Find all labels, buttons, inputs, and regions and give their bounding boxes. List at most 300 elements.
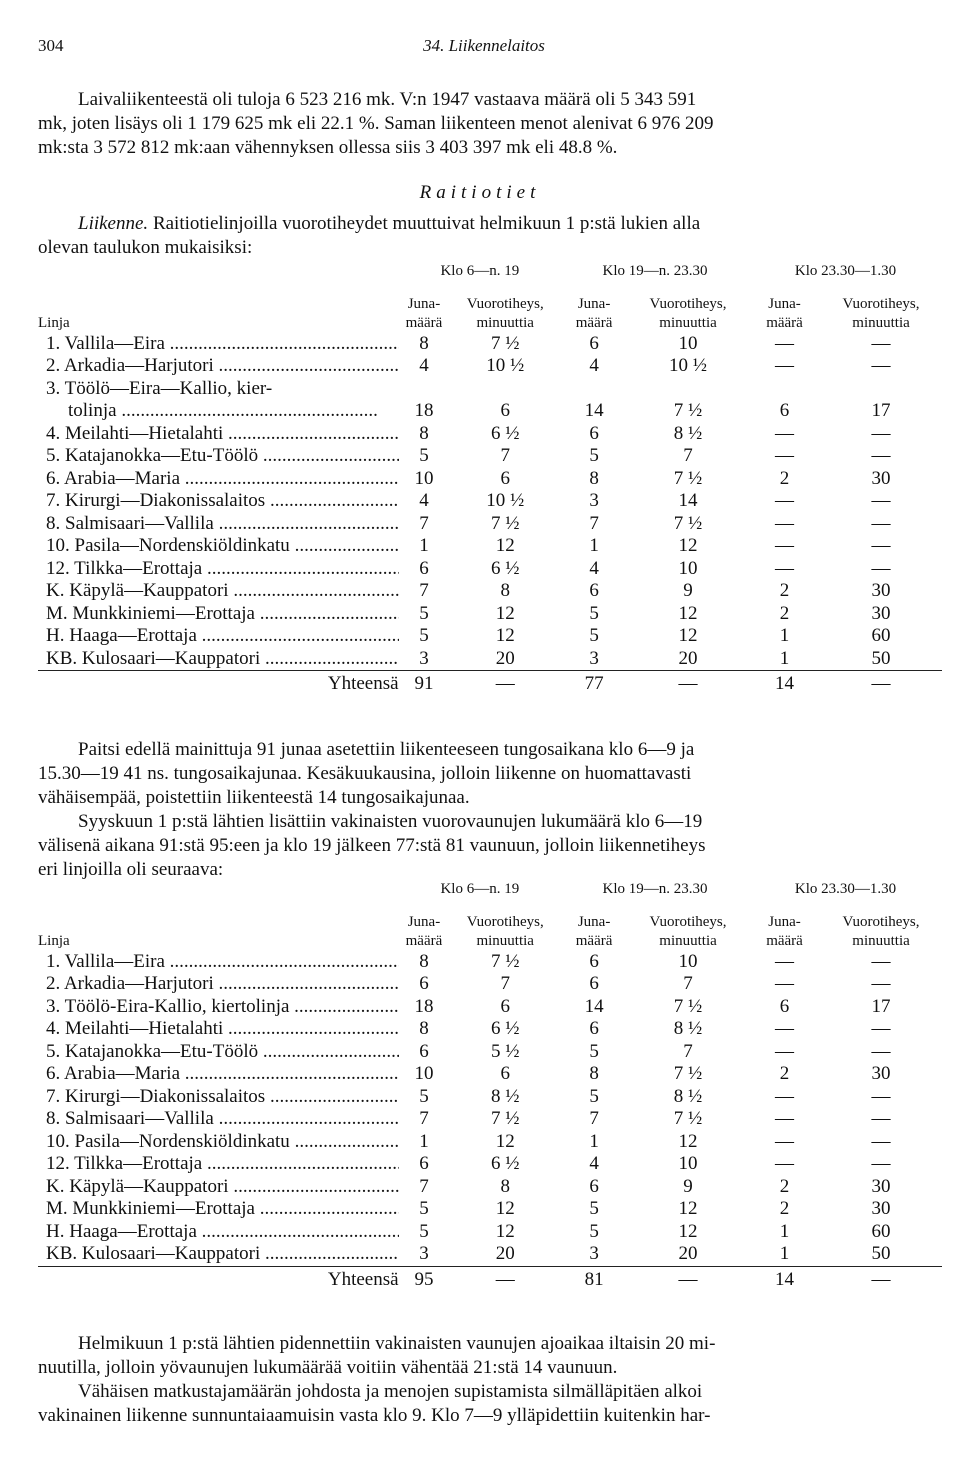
value-cell: 7 ½: [490, 332, 520, 354]
value-cell: 7 ½: [490, 950, 520, 972]
value-cell: 6: [589, 332, 599, 354]
value-cell: 8 ½: [673, 422, 703, 444]
value-cell: 5: [589, 1040, 599, 1062]
value-cell: 17: [871, 995, 891, 1017]
value-cell: 6: [589, 1018, 599, 1039]
route-name: [38, 1221, 399, 1244]
value-cell: 20: [678, 647, 698, 669]
value-cell: —: [871, 950, 891, 972]
value-cell: 6: [779, 400, 790, 421]
total-value: —: [449, 671, 561, 698]
route-label: KB. Kulosaari—Kauppatori .....: [46, 648, 399, 669]
total-value: —: [820, 671, 942, 698]
value-cell: 7: [589, 512, 599, 534]
route-label: KB. Kulosaari—Kauppatori .....: [46, 1243, 399, 1264]
text-line: vähäisempää, poistettiin liikenteestä 14 tungosaikajunaa.: [38, 787, 470, 808]
table-row: [38, 1153, 942, 1176]
table-row: [38, 468, 942, 491]
value-cell: 6: [500, 400, 510, 421]
text-line: Syyskuun 1 p:stä lähtien lisättiin vakinaisten vuorovaunujen lukumäärä klo 6—19: [78, 811, 703, 832]
value-cell: 20: [495, 1243, 515, 1264]
value-cell: 12: [495, 625, 515, 646]
route-name: [38, 355, 399, 378]
value-cell: 10 ½: [669, 355, 708, 376]
value-cell: —: [871, 1108, 891, 1129]
value-cell: 2: [779, 602, 790, 624]
value-cell: —: [775, 1085, 795, 1107]
route-label: 10. Pasila—Nordenskiöldinkatu .....: [46, 1131, 399, 1152]
text-line: vakinainen liikenne sunnuntaiaamuisin vasta klo 9. Klo 7—9 ylläpidettiin kuitenkin har-: [38, 1405, 711, 1426]
value-cell: 9: [683, 1175, 693, 1197]
minuuttia-header: minuuttia: [476, 314, 534, 331]
juna-header: Juna-: [768, 913, 801, 930]
value-cell: 20: [495, 647, 515, 669]
period-header: Klo 6—n. 19: [440, 263, 520, 279]
text-line: Vähäisen matkustajamäärän johdosta ja menojen supistamista silmälläpitäen alkoi: [78, 1381, 703, 1402]
value-cell: 18: [414, 400, 434, 421]
value-cell: 5: [419, 1085, 429, 1107]
value-cell: —: [871, 1153, 891, 1174]
value-cell: 14: [584, 995, 604, 1017]
value-cell: 6 ½: [490, 1018, 520, 1039]
minuuttia-header: minuuttia: [659, 314, 717, 331]
total-value: —: [627, 1266, 749, 1293]
total-value: 95: [399, 1266, 450, 1293]
value-cell: 30: [871, 1175, 891, 1197]
table-row: [38, 400, 942, 423]
juna-header: Juna-: [407, 913, 441, 930]
table-row: [38, 333, 942, 356]
vuorotiheys-header: Vuorotiheys,: [842, 913, 920, 930]
blank-cell: [38, 878, 399, 901]
table-row: [38, 1243, 942, 1266]
value-cell: [399, 378, 450, 401]
value-cell: 12: [678, 625, 698, 646]
value-cell: 14: [584, 400, 604, 421]
value-cell: 30: [871, 1198, 891, 1219]
bottom-paragraph: [38, 1332, 940, 1428]
text-line: [38, 212, 940, 236]
vuorotiheys-header: Vuorotiheys,: [649, 295, 727, 312]
route-name: [38, 445, 399, 468]
text-line: eri linjoilla oli seuraava:: [38, 859, 224, 880]
value-cell: 12: [495, 1198, 515, 1219]
route-name: [38, 625, 399, 648]
value-cell: 7 ½: [673, 400, 703, 421]
value-cell: 8 ½: [673, 1018, 703, 1039]
table-row: [38, 625, 942, 648]
value-cell: —: [775, 557, 795, 579]
maara-header: määrä: [405, 314, 443, 331]
running-title: 34. Liikennelaitos: [423, 36, 545, 55]
blank-cell: [38, 295, 399, 314]
vuorotiheys-header: Vuorotiheys,: [466, 913, 544, 930]
value-cell: —: [871, 355, 891, 376]
value-cell: 8: [419, 422, 429, 444]
route-name: [38, 1198, 399, 1221]
value-cell: 10 ½: [486, 490, 525, 511]
value-cell: 10: [678, 332, 698, 354]
route-name: [38, 1243, 399, 1266]
maara-header: määrä: [766, 314, 803, 331]
value-cell: —: [871, 332, 891, 354]
value-cell: —: [775, 1153, 795, 1174]
juna-header: Juna-: [577, 295, 611, 312]
value-cell: —: [871, 445, 891, 466]
value-cell: 8: [419, 1018, 429, 1039]
blank-cell: [38, 901, 942, 913]
value-cell: 12: [678, 535, 698, 556]
value-cell: 5: [589, 625, 599, 646]
route-name: [38, 378, 399, 401]
value-cell: 5: [419, 445, 429, 466]
table-row: [38, 535, 942, 558]
section-title: Raitiotiet: [419, 182, 541, 203]
value-cell: [820, 378, 942, 401]
value-cell: 60: [871, 625, 891, 646]
value-cell: —: [871, 490, 891, 511]
route-name: [38, 973, 399, 996]
route-name: [38, 558, 399, 581]
route-label: 12. Tilkka—Erottaja .....: [46, 558, 399, 579]
route-label: 1. Vallila—Eira .....: [46, 951, 399, 972]
value-cell: 2: [779, 1198, 790, 1219]
route-name: [38, 490, 399, 513]
value-cell: —: [775, 332, 795, 354]
data-table: [38, 260, 942, 697]
value-cell: 3: [589, 1243, 599, 1264]
value-cell: 50: [871, 1243, 891, 1264]
value-cell: 7: [683, 973, 693, 994]
table-row: [38, 1041, 942, 1064]
route-label: 4. Meilahti—Hietalahti .....: [46, 1018, 399, 1039]
text-line: 15.30—19 41 ns. tungosaikajunaa. Kesäkuukausina, jolloin liikenne on huomattavasti: [38, 763, 692, 784]
route-label: tolinja .....: [68, 400, 378, 421]
column-header-row: [38, 314, 942, 333]
value-cell: 8: [500, 580, 510, 601]
value-cell: 18: [414, 995, 434, 1017]
value-cell: 5 ½: [490, 1040, 520, 1062]
value-cell: 3: [419, 1243, 429, 1264]
total-value: 14: [749, 671, 820, 698]
blank-cell: [38, 260, 399, 283]
value-cell: 6: [500, 995, 510, 1017]
route-label: 2. Arkadia—Harjutori .....: [46, 973, 399, 994]
value-cell: 3: [589, 490, 599, 511]
maara-header: määrä: [766, 932, 803, 949]
total-value: —: [449, 1266, 561, 1293]
total-value: —: [820, 1266, 942, 1293]
value-cell: 2: [779, 1063, 790, 1084]
value-cell: [749, 378, 820, 401]
value-cell: 5: [419, 625, 429, 646]
value-cell: 1: [779, 647, 790, 669]
juna-header: Juna-: [768, 295, 801, 312]
route-label: 4. Meilahti—Hietalahti .....: [46, 423, 399, 444]
spacer-row: [38, 901, 942, 913]
value-cell: —: [775, 512, 795, 534]
route-name: [38, 580, 399, 603]
value-cell: 20: [678, 1243, 698, 1264]
total-value: 77: [561, 671, 627, 698]
value-cell: 7 ½: [673, 1063, 703, 1084]
value-cell: 6: [419, 1153, 429, 1174]
value-cell: —: [871, 512, 891, 534]
value-cell: 5: [589, 445, 599, 466]
value-cell: 6 ½: [490, 422, 520, 444]
linja-header: Linja: [38, 314, 70, 331]
value-cell: 30: [871, 467, 891, 489]
table-row: [38, 1086, 942, 1109]
route-name: [38, 535, 399, 558]
value-cell: —: [871, 1085, 891, 1107]
route-name: [38, 1153, 399, 1176]
value-cell: 60: [871, 1220, 891, 1242]
value-cell: —: [775, 490, 795, 511]
value-cell: 7: [419, 1175, 429, 1197]
route-label: 12. Tilkka—Erottaja .....: [46, 1153, 399, 1174]
value-cell: 7 ½: [490, 1108, 520, 1129]
column-header-row: [38, 932, 942, 951]
value-cell: —: [871, 535, 891, 556]
table-row: [38, 355, 942, 378]
value-cell: 4: [419, 355, 429, 376]
maara-header: määrä: [575, 314, 613, 331]
value-cell: —: [775, 422, 795, 444]
liikenne-label: Liikenne.: [78, 213, 149, 234]
value-cell: 7 ½: [490, 512, 520, 534]
value-cell: 1: [779, 625, 790, 646]
spacer-row: [38, 283, 942, 295]
frequency-table-february: [38, 260, 942, 697]
value-cell: 12: [678, 1130, 698, 1152]
value-cell: 7 ½: [673, 995, 703, 1017]
value-cell: 3: [419, 647, 429, 669]
value-cell: 7: [419, 512, 429, 534]
value-cell: 7: [683, 1040, 693, 1062]
value-cell: 12: [495, 535, 515, 556]
total-value: 81: [561, 1266, 627, 1293]
value-cell: —: [871, 1040, 891, 1062]
text-line: Helmikuun 1 p:stä lähtien pidennettiin vakinaisten vaunujen ajoaikaa iltaisin 20 mi-: [78, 1333, 716, 1354]
value-cell: [449, 378, 561, 401]
table-row: [38, 973, 942, 996]
frequency-table-september: [38, 878, 942, 1293]
column-header-row: [38, 295, 942, 314]
table-row: [38, 513, 942, 536]
route-label: 3. Töölö-Eira-Kallio, kiertolinja .....: [46, 996, 399, 1017]
value-cell: 10: [678, 950, 698, 972]
value-cell: 4: [589, 355, 599, 376]
route-name: [38, 1063, 399, 1086]
period-header: Klo 23.30—1.30: [794, 263, 897, 279]
period-header: Klo 6—n. 19: [440, 881, 520, 897]
route-label: 3. Töölö—Eira—Kallio, kier-: [46, 377, 273, 399]
table-row: [38, 1176, 942, 1199]
value-cell: 4: [589, 1153, 599, 1174]
value-cell: 8 ½: [673, 1085, 703, 1107]
route-label: H. Haaga—Erottaja .....: [46, 625, 399, 646]
table-row: [38, 1198, 942, 1221]
table-row: [38, 1131, 942, 1154]
value-cell: —: [871, 557, 891, 579]
value-cell: 7: [589, 1108, 599, 1129]
value-cell: 5: [589, 1085, 599, 1107]
value-cell: —: [775, 535, 795, 556]
vuorotiheys-header: Vuorotiheys,: [842, 295, 920, 312]
value-cell: 6: [419, 557, 429, 579]
value-cell: —: [775, 973, 795, 994]
page-number: 304: [38, 36, 64, 55]
text-line: Paitsi edellä mainittuja 91 junaa asetettiin liikenteeseen tungosaikana klo 6—9 ja: [78, 739, 695, 760]
value-cell: 6: [589, 580, 599, 601]
value-cell: 12: [495, 1130, 515, 1152]
total-row: [38, 1266, 942, 1293]
period-header: Klo 23.30—1.30: [794, 881, 897, 897]
value-cell: 10: [414, 1063, 434, 1084]
route-label: 5. Katajanokka—Etu-Töölö .....: [46, 445, 399, 466]
liikenne-paragraph: [38, 212, 940, 260]
route-label: 7. Kirurgi—Diakonissalaitos .....: [46, 490, 399, 511]
route-name: [38, 1018, 399, 1041]
maara-header: määrä: [405, 932, 443, 949]
value-cell: —: [775, 1040, 795, 1062]
value-cell: 7: [683, 445, 693, 466]
data-table: [38, 878, 942, 1293]
route-label: 5. Katajanokka—Etu-Töölö .....: [46, 1041, 399, 1062]
route-label: 8. Salmisaari—Vallila .....: [46, 1108, 399, 1129]
value-cell: 5: [589, 1220, 599, 1242]
value-cell: 7: [419, 580, 429, 601]
value-cell: —: [775, 1018, 795, 1039]
route-name: [38, 951, 399, 974]
route-label: 10. Pasila—Nordenskiöldinkatu .....: [46, 535, 399, 556]
table-row: [38, 580, 942, 603]
value-cell: 12: [678, 1220, 698, 1242]
value-cell: 6: [419, 1040, 429, 1062]
table-row: [38, 1018, 942, 1041]
value-cell: 6 ½: [490, 1153, 520, 1174]
value-cell: 7: [500, 445, 510, 466]
route-name: [38, 1108, 399, 1131]
total-value: 91: [399, 671, 450, 698]
value-cell: 8: [589, 467, 599, 489]
value-cell: 1: [589, 535, 599, 556]
total-value: —: [627, 671, 749, 698]
value-cell: 10 ½: [486, 355, 525, 376]
value-cell: 5: [419, 602, 429, 624]
value-cell: [627, 378, 749, 401]
value-cell: 6: [589, 1175, 599, 1197]
period-header-row: [38, 878, 942, 901]
minuuttia-header: minuuttia: [659, 932, 717, 949]
value-cell: 6 ½: [490, 557, 520, 579]
value-cell: 50: [871, 647, 891, 669]
minuuttia-header: minuuttia: [476, 932, 534, 949]
value-cell: 6: [589, 973, 599, 994]
route-name: [38, 648, 399, 671]
linja-header: Linja: [38, 932, 70, 949]
total-label: Yhteensä: [38, 671, 399, 698]
maara-header: määrä: [575, 932, 613, 949]
value-cell: 6: [589, 422, 599, 444]
page-header: [38, 36, 930, 58]
table-row: [38, 423, 942, 446]
minuuttia-header: minuuttia: [852, 932, 910, 949]
route-name: [38, 423, 399, 446]
value-cell: 14: [678, 490, 698, 511]
route-label: 6. Arabia—Maria .....: [46, 468, 399, 489]
value-cell: 2: [779, 580, 790, 601]
route-label: 7. Kirurgi—Diakonissalaitos .....: [46, 1086, 399, 1107]
value-cell: —: [775, 445, 795, 466]
value-cell: 8: [500, 1175, 510, 1197]
value-cell: 30: [871, 602, 891, 624]
table-row: [38, 951, 942, 974]
middle-paragraph: [38, 738, 940, 882]
value-cell: 12: [678, 1198, 698, 1219]
total-value: 14: [749, 1266, 820, 1293]
route-label: 6. Arabia—Maria .....: [46, 1063, 399, 1084]
value-cell: 12: [495, 602, 515, 624]
value-cell: —: [775, 950, 795, 972]
value-cell: 6: [779, 995, 790, 1017]
value-cell: 5: [419, 1220, 429, 1242]
route-label: 8. Salmisaari—Vallila .....: [46, 513, 399, 534]
route-name: [38, 1131, 399, 1154]
value-cell: 10: [678, 1153, 698, 1174]
value-cell: —: [871, 1130, 891, 1152]
table-row: [38, 648, 942, 671]
value-cell: 2: [779, 1175, 790, 1197]
route-name: [38, 400, 399, 423]
minuuttia-header: minuuttia: [852, 314, 910, 331]
route-name: [38, 333, 399, 356]
value-cell: —: [775, 1108, 795, 1129]
blank-cell: [38, 913, 399, 932]
value-cell: 6: [500, 467, 510, 489]
value-cell: 6: [419, 973, 429, 994]
text-line: mk:sta 3 572 812 mk:aan vähennyksen ollessa siis 3 403 397 mk eli 48.8 %.: [38, 137, 618, 158]
text-line-rest: Raitiotielinjoilla vuorotiheydet muuttuivat helmikuun 1 p:stä lukien alla: [152, 213, 701, 234]
table-row: [38, 603, 942, 626]
value-cell: 12: [495, 1220, 515, 1242]
table-row: [38, 558, 942, 581]
text-line: olevan taulukon mukaisiksi:: [38, 237, 253, 258]
table-row: [38, 1221, 942, 1244]
value-cell: 5: [419, 1198, 429, 1219]
value-cell: [561, 378, 627, 401]
period-header: Klo 19—n. 23.30: [602, 263, 708, 279]
value-cell: —: [775, 1130, 795, 1152]
value-cell: 17: [871, 400, 891, 421]
table-row: [38, 1063, 942, 1086]
text-line: nuutilla, jolloin yövaunujen lukumäärää voitiin vähentää 21:stä 14 vaunuun.: [38, 1357, 618, 1378]
route-label: M. Munkkiniemi—Erottaja .....: [46, 1198, 399, 1219]
route-label: K. Käpylä—Kauppatori .....: [46, 1176, 399, 1197]
value-cell: 7 ½: [673, 467, 703, 489]
table-row: [38, 378, 942, 401]
route-name: [38, 1176, 399, 1199]
value-cell: 10: [678, 557, 698, 579]
route-name: [38, 603, 399, 626]
value-cell: 5: [589, 1198, 599, 1219]
text-line: Laivaliikenteestä oli tuloja 6 523 216 mk. V:n 1947 vastaava määrä oli 5 343 591: [78, 89, 697, 110]
route-name: [38, 1041, 399, 1064]
value-cell: 1: [419, 535, 429, 556]
value-cell: 2: [779, 467, 790, 489]
value-cell: 30: [871, 1063, 891, 1084]
